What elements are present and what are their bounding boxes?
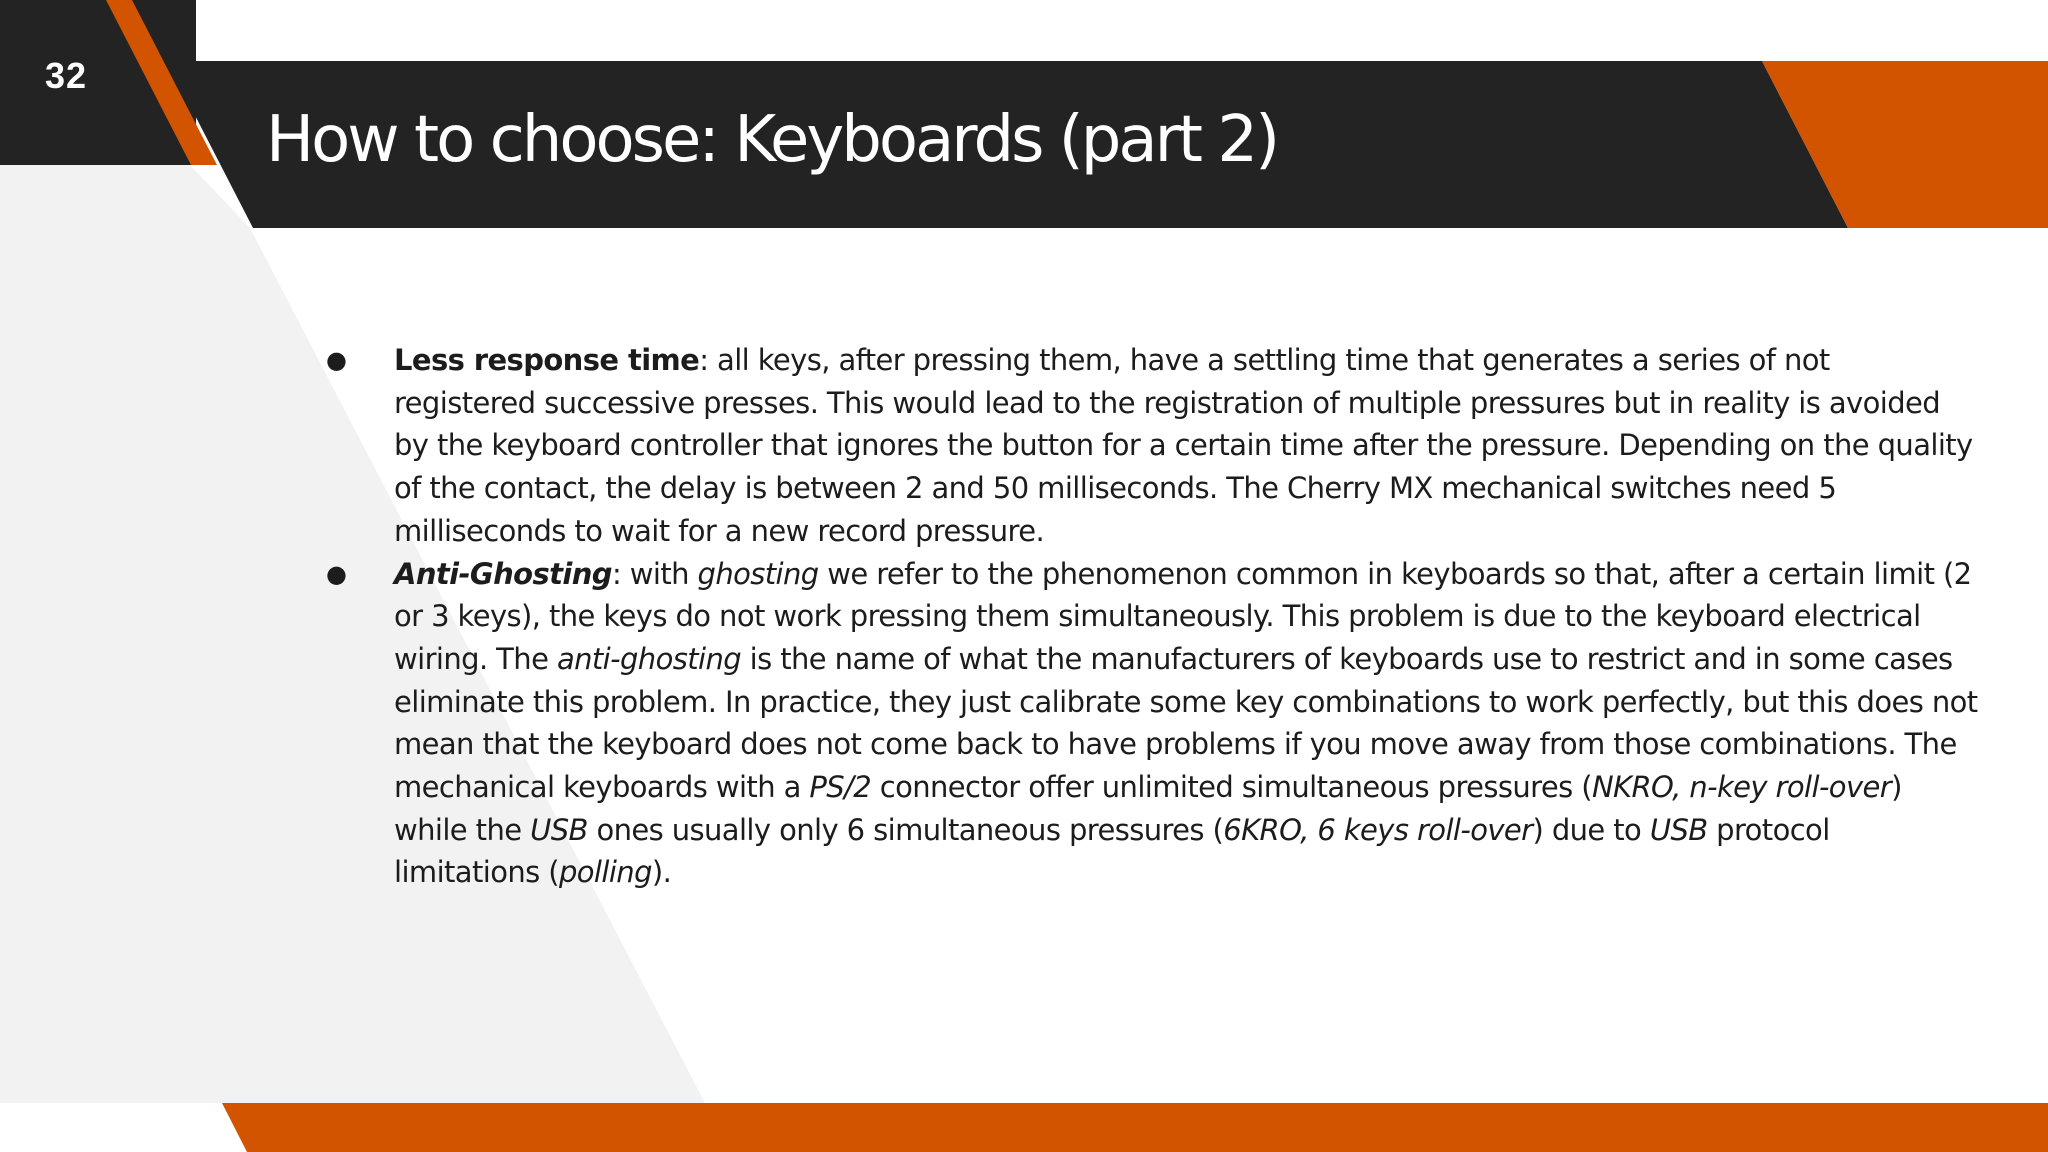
italic-term: USB: [1649, 812, 1708, 847]
bullet-text: : with: [611, 556, 698, 591]
bullet-dot-icon: ●: [326, 559, 347, 588]
italic-term: NKRO, n-key roll-over: [1591, 770, 1892, 805]
bullet-list: [318, 339, 1978, 894]
bullet-text: ones usually only 6 simultaneous pressures (: [587, 812, 1224, 847]
italic-term: anti-ghosting: [556, 641, 742, 676]
bullet-text: is the name of what the manufacturers of keyboards use to restrict and in some cases eliminate this problem. In practice, they just calibrate some key combinations to work perfectly, but this does not mean that the keyboard does not come back to have problems if you move away from those combinations. The mechanical keyboards with a: [394, 641, 1978, 805]
italic-term: 6KRO, 6 keys roll-over: [1223, 812, 1533, 847]
italic-term: USB: [530, 812, 588, 847]
slide-number: 32: [44, 55, 88, 96]
bullet-text: ) while the: [394, 770, 1902, 847]
bottom-accent-bar: [222, 1103, 2048, 1152]
italic-term: PS/2: [809, 770, 872, 805]
bullet-text: : all keys, after pressing them, have a settling time that generates a series of not registered successive presses. This would lead to the registration of multiple pressures but in reality is avoided by the keyboard controller that ignores the button for a certain time after the pressure. Depending on the quality of the contact, the delay is between 2 and 50 milliseconds. The Cherry MX mechanical switches need 5 milliseconds to wait for a new record pressure.: [394, 343, 1973, 548]
italic-term: ghosting: [697, 556, 819, 591]
bullet-term: Anti-Ghosting: [394, 556, 612, 591]
italic-term: polling: [558, 855, 652, 890]
bullet-item-anti-ghosting: [318, 553, 1978, 895]
bullet-text: ).: [651, 855, 672, 890]
bullet-item-response-time: [318, 339, 1978, 553]
bullet-text: we refer to the phenomenon common in keyboards so that, after a certain limit (2 or 3 keys), the keys do not work pressing them simultaneously. This problem is due to the keyboard electrical wiring. The: [394, 556, 1972, 676]
bullet-text: protocol limitations (: [394, 812, 1830, 890]
slide-title: How to choose: Keyboards (part 2): [266, 103, 1278, 177]
bullet-text: connector offer unlimited simultaneous pressures (: [871, 770, 1592, 805]
bullet-text: ) due to: [1532, 812, 1650, 847]
bullet-term: Less response time: [394, 343, 700, 377]
bullet-dot-icon: ●: [326, 346, 347, 374]
